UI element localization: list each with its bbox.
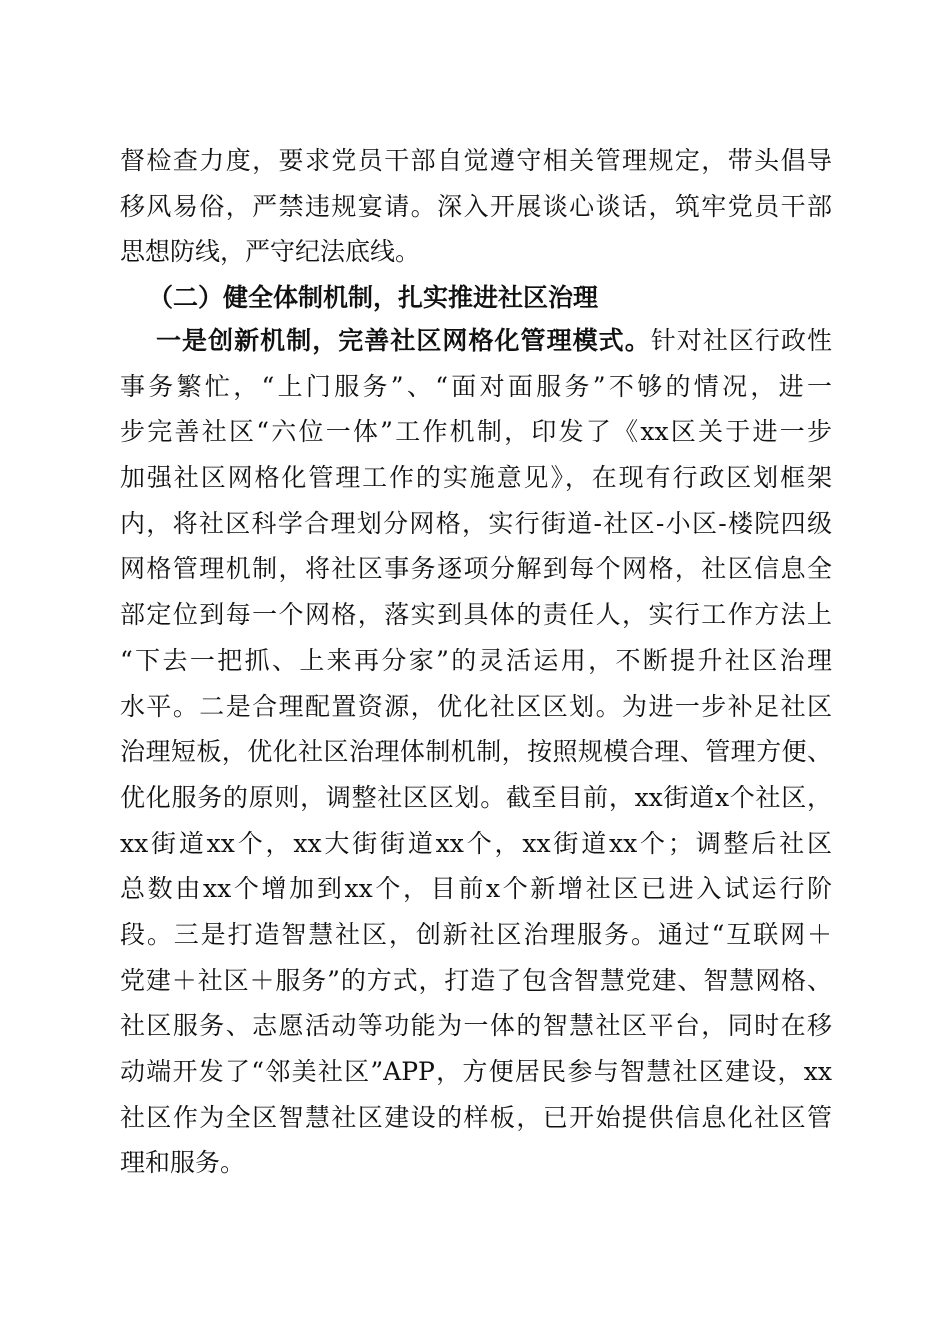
paragraph-line: “下去一把抓、上来再分家”的灵活运用，不断提升社区治理: [120, 645, 832, 675]
paragraph-line: 社区服务、志愿活动等功能为一体的智慧社区平台，同时在移: [120, 1011, 832, 1041]
paragraph-line: 加强社区网格化管理工作的实施意见》，在现有行政区划框架: [120, 463, 832, 493]
section-heading: （二）健全体制机制，扎实推进社区治理: [148, 283, 599, 312]
paragraph-line: 优化服务的原则，调整社区区划。截至目前，xx街道x个社区，: [120, 782, 832, 812]
paragraph-line: 动端开发了“邻美社区”APP，方便居民参与智慧社区建设，xx: [120, 1057, 832, 1086]
paragraph-line: 理和服务。: [120, 1148, 246, 1178]
paragraph-line: xx街道xx个，xx大街街道xx个，xx街道xx个；调整后社区: [120, 828, 832, 858]
paragraph-line: 段。三是打造智慧社区，创新社区治理服务。通过“互联网＋: [120, 919, 832, 949]
paragraph-line: 水平。二是合理配置资源，优化社区区划。为进一步补足社区: [120, 691, 832, 721]
paragraph-line: 思想防线，严守纪法底线。: [120, 237, 421, 267]
paragraph-line: 步完善社区“六位一体”工作机制，印发了《xx区关于进一步: [120, 417, 832, 447]
paragraph-line: 内，将社区科学合理划分网格，实行街道-社区-小区-楼院四级: [120, 508, 832, 538]
paragraph-line: 督检查力度，要求党员干部自觉遵守相关管理规定，带头倡导: [120, 146, 832, 175]
paragraph-line: 网格管理机制，将社区事务逐项分解到每个网格，社区信息全: [120, 554, 832, 584]
paragraph-first-line: [120, 318, 832, 364]
paragraph-line: 社区作为全区智慧社区建设的样板，已开始提供信息化社区管: [120, 1102, 832, 1132]
main-paragraph: [120, 318, 832, 1186]
paragraph-line: 事务繁忙，“上门服务”、“面对面服务”不够的情况，进一: [120, 371, 832, 401]
paragraph-line: 移风易俗，严禁违规宴请。深入开展谈心谈话，筑牢党员干部: [120, 191, 832, 221]
paragraph-line: 总数由xx个增加到xx个，目前x个新增社区已进入试运行阶: [120, 874, 832, 904]
paragraph-line: 治理短板，优化社区治理体制机制，按照规模合理、管理方便、: [120, 737, 832, 767]
paragraph-line: 部定位到每一个网格，落实到具体的责任人，实行工作方法上: [120, 600, 832, 630]
bold-lead-text: 一是创新机制，完善社区网格化管理模式。: [156, 326, 651, 355]
paragraph-line: 党建＋社区＋服务”的方式，打造了包含智慧党建、智慧网格、: [120, 965, 832, 995]
lead-rest-text: 针对社区行政性: [650, 326, 832, 355]
top-paragraph: [120, 138, 832, 275]
